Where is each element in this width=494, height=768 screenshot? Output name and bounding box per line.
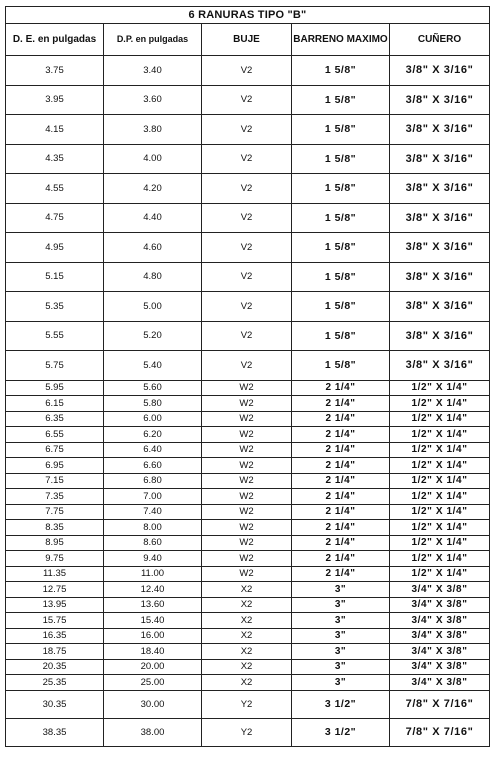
cell-dp: 6.60 <box>104 458 202 474</box>
header-cunero: CUÑERO <box>390 24 490 56</box>
cell-barreno: 2 1/4" <box>292 535 390 551</box>
cell-de: 3.95 <box>6 85 104 115</box>
cell-dp: 7.00 <box>104 489 202 505</box>
cell-barreno: 3" <box>292 582 390 598</box>
cell-de: 15.75 <box>6 613 104 629</box>
cell-dp: 25.00 <box>104 675 202 691</box>
table-row <box>6 442 490 458</box>
cell-buje: V2 <box>202 351 292 381</box>
table-row <box>6 551 490 567</box>
cell-barreno: 2 1/4" <box>292 458 390 474</box>
cell-buje: W2 <box>202 396 292 412</box>
cell-dp: 4.40 <box>104 203 202 233</box>
cell-buje: W2 <box>202 458 292 474</box>
cell-buje: W2 <box>202 489 292 505</box>
cell-dp: 8.00 <box>104 520 202 536</box>
cell-de: 3.75 <box>6 56 104 86</box>
cell-buje: Y2 <box>202 718 292 746</box>
cell-de: 6.55 <box>6 427 104 443</box>
table-row <box>6 203 490 233</box>
cell-cunero: 3/4" X 3/8" <box>390 582 490 598</box>
cell-cunero: 3/4" X 3/8" <box>390 659 490 675</box>
table-row <box>6 427 490 443</box>
table-row <box>6 321 490 351</box>
cell-dp: 11.00 <box>104 566 202 582</box>
cell-cunero: 3/4" X 3/8" <box>390 597 490 613</box>
cell-dp: 13.60 <box>104 597 202 613</box>
cell-dp: 3.60 <box>104 85 202 115</box>
cell-buje: V2 <box>202 203 292 233</box>
cell-barreno: 2 1/4" <box>292 473 390 489</box>
cell-de: 16.35 <box>6 628 104 644</box>
cell-de: 7.15 <box>6 473 104 489</box>
cell-barreno: 1 5/8" <box>292 144 390 174</box>
cell-de: 4.15 <box>6 115 104 145</box>
cell-de: 4.55 <box>6 174 104 204</box>
cell-de: 6.35 <box>6 411 104 427</box>
cell-buje: W2 <box>202 520 292 536</box>
table-row <box>6 351 490 381</box>
cell-dp: 5.60 <box>104 380 202 396</box>
table-row <box>6 115 490 145</box>
cell-de: 7.75 <box>6 504 104 520</box>
cell-barreno: 3" <box>292 613 390 629</box>
header-barreno: BARRENO MAXIMO <box>292 24 390 56</box>
cell-barreno: 1 5/8" <box>292 203 390 233</box>
cell-cunero: 7/8" X 7/16" <box>390 690 490 718</box>
cell-de: 5.15 <box>6 262 104 292</box>
table-title-row <box>6 7 490 24</box>
cell-de: 6.95 <box>6 458 104 474</box>
table-header-row <box>6 24 490 56</box>
cell-cunero: 1/2" X 1/4" <box>390 442 490 458</box>
cell-barreno: 3" <box>292 597 390 613</box>
cell-cunero: 3/8" X 3/16" <box>390 115 490 145</box>
cell-barreno: 1 5/8" <box>292 292 390 322</box>
cell-buje: V2 <box>202 144 292 174</box>
cell-buje: X2 <box>202 613 292 629</box>
cell-barreno: 2 1/4" <box>292 551 390 567</box>
table-row <box>6 613 490 629</box>
table-row <box>6 535 490 551</box>
cell-dp: 5.80 <box>104 396 202 412</box>
cell-buje: V2 <box>202 174 292 204</box>
cell-dp: 4.00 <box>104 144 202 174</box>
cell-cunero: 1/2" X 1/4" <box>390 411 490 427</box>
table-row <box>6 56 490 86</box>
cell-de: 4.95 <box>6 233 104 263</box>
cell-dp: 4.80 <box>104 262 202 292</box>
table-row <box>6 396 490 412</box>
cell-cunero: 3/4" X 3/8" <box>390 644 490 660</box>
cell-dp: 4.20 <box>104 174 202 204</box>
table-row <box>6 504 490 520</box>
table-row <box>6 473 490 489</box>
cell-dp: 9.40 <box>104 551 202 567</box>
cell-de: 6.75 <box>6 442 104 458</box>
cell-barreno: 2 1/4" <box>292 489 390 505</box>
cell-dp: 16.00 <box>104 628 202 644</box>
table-row <box>6 380 490 396</box>
cell-buje: W2 <box>202 535 292 551</box>
cell-cunero: 3/4" X 3/8" <box>390 613 490 629</box>
table-row <box>6 233 490 263</box>
cell-buje: X2 <box>202 597 292 613</box>
table-row <box>6 690 490 718</box>
cell-dp: 12.40 <box>104 582 202 598</box>
cell-buje: W2 <box>202 473 292 489</box>
cell-de: 9.75 <box>6 551 104 567</box>
cell-dp: 38.00 <box>104 718 202 746</box>
cell-dp: 18.40 <box>104 644 202 660</box>
cell-barreno: 2 1/4" <box>292 396 390 412</box>
cell-de: 5.35 <box>6 292 104 322</box>
cell-barreno: 2 1/4" <box>292 427 390 443</box>
table-row <box>6 644 490 660</box>
cell-cunero: 1/2" X 1/4" <box>390 427 490 443</box>
table-row <box>6 675 490 691</box>
cell-buje: W2 <box>202 380 292 396</box>
cell-cunero: 1/2" X 1/4" <box>390 520 490 536</box>
cell-barreno: 2 1/4" <box>292 411 390 427</box>
cell-cunero: 3/8" X 3/16" <box>390 351 490 381</box>
cell-cunero: 3/8" X 3/16" <box>390 321 490 351</box>
spec-table <box>5 6 490 747</box>
header-de: D. E. en pulgadas <box>6 24 104 56</box>
cell-de: 38.35 <box>6 718 104 746</box>
cell-buje: X2 <box>202 659 292 675</box>
cell-barreno: 3" <box>292 659 390 675</box>
cell-cunero: 1/2" X 1/4" <box>390 458 490 474</box>
cell-de: 6.15 <box>6 396 104 412</box>
cell-buje: V2 <box>202 56 292 86</box>
cell-dp: 8.60 <box>104 535 202 551</box>
cell-buje: V2 <box>202 115 292 145</box>
cell-buje: W2 <box>202 551 292 567</box>
cell-de: 30.35 <box>6 690 104 718</box>
cell-de: 12.75 <box>6 582 104 598</box>
table-row <box>6 659 490 675</box>
cell-cunero: 1/2" X 1/4" <box>390 551 490 567</box>
cell-buje: V2 <box>202 262 292 292</box>
cell-dp: 5.00 <box>104 292 202 322</box>
cell-cunero: 3/4" X 3/8" <box>390 628 490 644</box>
cell-de: 8.95 <box>6 535 104 551</box>
cell-cunero: 1/2" X 1/4" <box>390 380 490 396</box>
cell-barreno: 1 5/8" <box>292 115 390 145</box>
cell-dp: 6.40 <box>104 442 202 458</box>
cell-cunero: 1/2" X 1/4" <box>390 504 490 520</box>
cell-de: 11.35 <box>6 566 104 582</box>
cell-dp: 5.20 <box>104 321 202 351</box>
table-row <box>6 411 490 427</box>
cell-de: 5.75 <box>6 351 104 381</box>
cell-cunero: 3/8" X 3/16" <box>390 174 490 204</box>
cell-de: 5.55 <box>6 321 104 351</box>
cell-buje: V2 <box>202 233 292 263</box>
table-row <box>6 489 490 505</box>
table-row <box>6 582 490 598</box>
cell-barreno: 2 1/4" <box>292 504 390 520</box>
cell-buje: W2 <box>202 411 292 427</box>
cell-cunero: 1/2" X 1/4" <box>390 535 490 551</box>
cell-buje: W2 <box>202 504 292 520</box>
cell-cunero: 3/8" X 3/16" <box>390 292 490 322</box>
cell-barreno: 1 5/8" <box>292 85 390 115</box>
cell-buje: Y2 <box>202 690 292 718</box>
cell-de: 4.75 <box>6 203 104 233</box>
table-row <box>6 292 490 322</box>
cell-cunero: 3/8" X 3/16" <box>390 262 490 292</box>
cell-de: 25.35 <box>6 675 104 691</box>
cell-dp: 3.40 <box>104 56 202 86</box>
cell-de: 8.35 <box>6 520 104 536</box>
header-dp: D.P. en pulgadas <box>104 24 202 56</box>
cell-dp: 4.60 <box>104 233 202 263</box>
table-row <box>6 85 490 115</box>
cell-buje: V2 <box>202 85 292 115</box>
cell-dp: 30.00 <box>104 690 202 718</box>
cell-buje: V2 <box>202 292 292 322</box>
cell-buje: X2 <box>202 582 292 598</box>
cell-barreno: 2 1/4" <box>292 520 390 536</box>
table-row <box>6 566 490 582</box>
cell-barreno: 3" <box>292 675 390 691</box>
cell-dp: 15.40 <box>104 613 202 629</box>
cell-cunero: 1/2" X 1/4" <box>390 566 490 582</box>
table-title: 6 RANURAS TIPO "B" <box>6 7 490 24</box>
table-row <box>6 458 490 474</box>
cell-barreno: 1 5/8" <box>292 56 390 86</box>
cell-barreno: 1 5/8" <box>292 233 390 263</box>
cell-cunero: 7/8" X 7/16" <box>390 718 490 746</box>
cell-de: 7.35 <box>6 489 104 505</box>
cell-barreno: 1 5/8" <box>292 174 390 204</box>
cell-cunero: 3/8" X 3/16" <box>390 144 490 174</box>
cell-buje: X2 <box>202 675 292 691</box>
cell-de: 13.95 <box>6 597 104 613</box>
spec-table-container <box>5 6 489 747</box>
cell-de: 20.35 <box>6 659 104 675</box>
cell-barreno: 3" <box>292 644 390 660</box>
cell-buje: V2 <box>202 321 292 351</box>
cell-cunero: 1/2" X 1/4" <box>390 396 490 412</box>
cell-cunero: 1/2" X 1/4" <box>390 489 490 505</box>
table-row <box>6 174 490 204</box>
cell-dp: 6.80 <box>104 473 202 489</box>
table-row <box>6 144 490 174</box>
cell-dp: 3.80 <box>104 115 202 145</box>
cell-barreno: 1 5/8" <box>292 321 390 351</box>
cell-cunero: 3/8" X 3/16" <box>390 56 490 86</box>
header-buje: BUJE <box>202 24 292 56</box>
cell-barreno: 2 1/4" <box>292 442 390 458</box>
cell-dp: 5.40 <box>104 351 202 381</box>
cell-barreno: 3 1/2" <box>292 690 390 718</box>
cell-cunero: 3/4" X 3/8" <box>390 675 490 691</box>
cell-buje: W2 <box>202 427 292 443</box>
cell-de: 18.75 <box>6 644 104 660</box>
cell-cunero: 3/8" X 3/16" <box>390 85 490 115</box>
cell-buje: W2 <box>202 566 292 582</box>
table-row <box>6 597 490 613</box>
cell-de: 5.95 <box>6 380 104 396</box>
cell-barreno: 2 1/4" <box>292 566 390 582</box>
table-row <box>6 718 490 746</box>
cell-dp: 20.00 <box>104 659 202 675</box>
table-body <box>6 56 490 747</box>
table-row <box>6 520 490 536</box>
table-row <box>6 628 490 644</box>
cell-cunero: 3/8" X 3/16" <box>390 233 490 263</box>
cell-cunero: 1/2" X 1/4" <box>390 473 490 489</box>
cell-buje: X2 <box>202 628 292 644</box>
cell-barreno: 2 1/4" <box>292 380 390 396</box>
cell-dp: 7.40 <box>104 504 202 520</box>
cell-barreno: 1 5/8" <box>292 351 390 381</box>
cell-dp: 6.20 <box>104 427 202 443</box>
cell-buje: W2 <box>202 442 292 458</box>
cell-barreno: 3 1/2" <box>292 718 390 746</box>
cell-de: 4.35 <box>6 144 104 174</box>
table-row <box>6 262 490 292</box>
cell-buje: X2 <box>202 644 292 660</box>
cell-dp: 6.00 <box>104 411 202 427</box>
cell-barreno: 3" <box>292 628 390 644</box>
cell-barreno: 1 5/8" <box>292 262 390 292</box>
cell-cunero: 3/8" X 3/16" <box>390 203 490 233</box>
